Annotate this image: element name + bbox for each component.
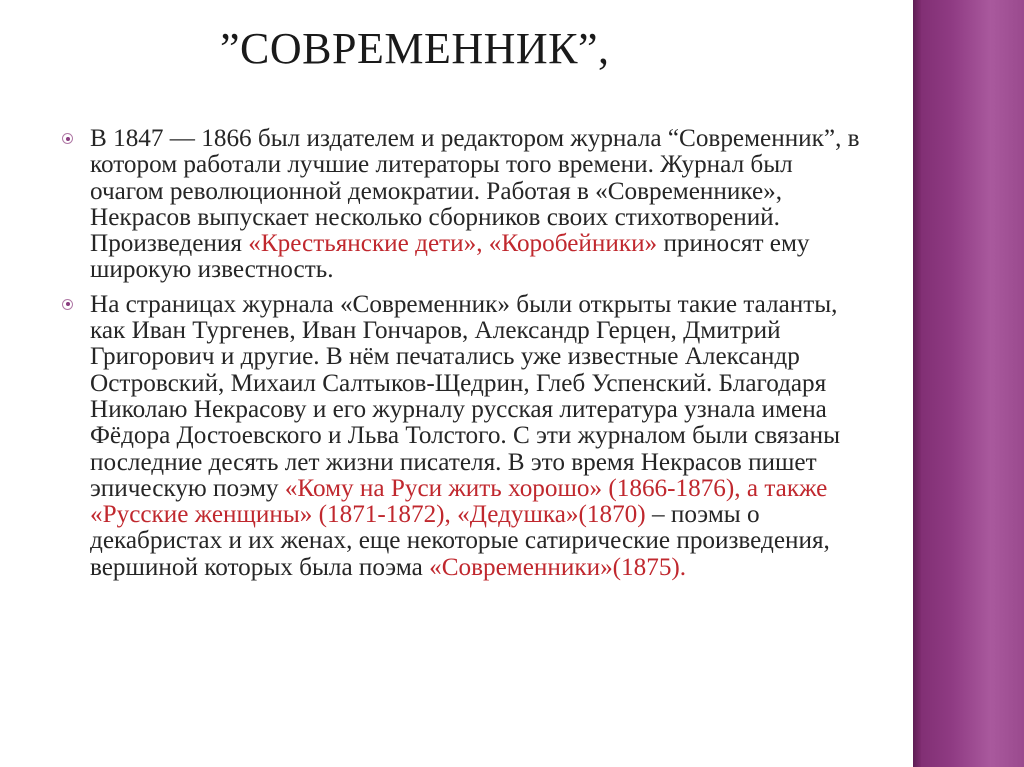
highlight-works-3: «Современники»(1875). [429, 553, 687, 581]
bullet-list [62, 126, 862, 589]
bullet-item-1 [62, 126, 862, 284]
bullet-text-2-part-2: – поэмы о декабристах и их женах, еще некоторые сатирические произведения, вершиной которых была поэма [90, 501, 830, 581]
slide-title: ”СОВРЕМЕННИК”, [220, 24, 610, 73]
circle-bullet-icon [62, 133, 73, 144]
decorative-side-panel [913, 0, 1024, 767]
highlight-works-1: «Крестьянские дети», «Коробейники» [248, 230, 658, 258]
bullet-text-1-part-1: В 1847 — 1866 был издателем и редактором журнала “Современник”, в котором работали лучшие литераторы того времени. Журнал был очагом революционной демократии. Работая в «Современнике», Некрасов выпускает несколько сборников своих стихотворений. Произведения [90, 125, 860, 258]
bullet-text-2-part-1: На страницах журнала «Современник» были открыты такие таланты, как Иван Тургенев, Иван Гончаров, Александр Герцен, Дмитрий Григорович и другие. В нём печатались уже известные Александр Островский, Михаил Салтыков-Щедрин, Глеб Успенский. Благодаря Николаю Некрасову и его журналу русская литература узнала имена Фёдора Достоевского и Льва Толстого. С эти журналом были связаны последние десять лет жизни писателя. В это время Некрасов пишет эпическую поэму [90, 290, 841, 502]
bullet-text-1-part-2: приносят ему широкую известность. [90, 230, 810, 284]
circle-bullet-icon [62, 299, 73, 310]
bullet-item-2 [62, 292, 862, 581]
highlight-works-2: «Кому на Руси жить хорошо» (1866-1876), а также «Русские женщины» (1871-1872), «Дедушка»(1870) [90, 474, 828, 529]
